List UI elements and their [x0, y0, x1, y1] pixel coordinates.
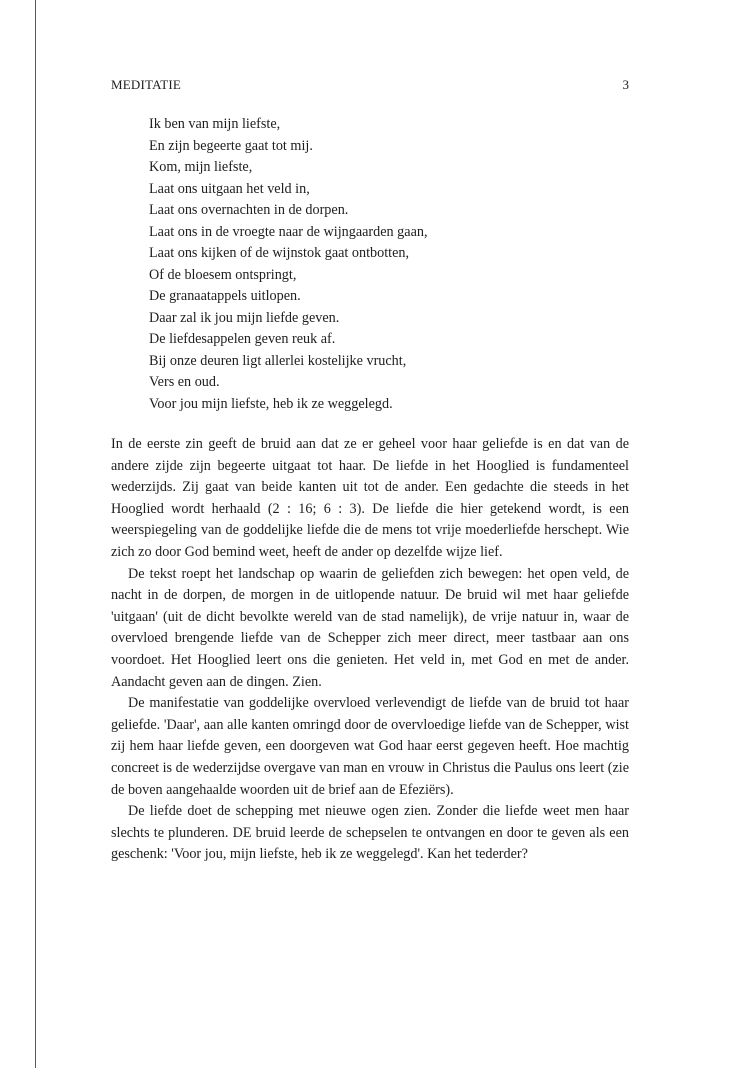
poem-line: De liefdesappelen geven reuk af. — [149, 331, 336, 347]
body-paragraph: De manifestatie van goddelijke overvloed verlevendigt de liefde van de bruid tot haar geliefde. 'Daar', aan alle kanten omringd door de overvloedige liefde van de Schepper, wist zij hem haar liefde geven, een doorgeven wat God haar eerst gegeven heeft. Hoe machtig concreet is de wederzijdse overgave van man en vrouw in Christus die Paulus ons leert (zie de boven aangehaalde woorden uit de brief aan de Efeziërs). — [111, 695, 629, 798]
poem-line: Kom, mijn liefste, — [149, 159, 253, 175]
body-paragraph: In de eerste zin geeft de bruid aan dat ze er geheel voor haar geliefde is en dat van de andere zijde zijn begeerte uitgaat tot haar. De liefde in het Hooglied is fundamenteel wederzijds. Zij gaat van beide kanten uit tot de ander. Een gedachte die steeds in het Hooglied wordt herhaald (2 : 16; 6 : 3). De liefde die hier getekend wordt, is een weerspiegeling van de goddelijke liefde die de mens tot vrije moederliefde herschept. Wie zich zo door God bemind weet, heeft de ander op dezelfde wijze lief. — [111, 436, 629, 560]
section-title: MEDITATIE — [111, 77, 182, 92]
poem-line: Vers en oud. — [149, 374, 220, 390]
poem-line: Laat ons overnachten in de dorpen. — [149, 202, 349, 218]
poem-line: Of de bloesem ontspringt, — [149, 266, 297, 283]
poem-line: Laat ons uitgaan het veld in, — [149, 180, 310, 197]
page-spine-line — [35, 0, 36, 1068]
body-paragraph: De tekst roept het landschap op waarin de geliefden zich bewegen: het open veld, de nacht in de dorpen, de morgen in de uitlopende natuur. De bruid wil met haar geliefde 'uitgaan' (uit de dicht bevolkte wereld van de stad namelijk), de vrije natuur in, waar de overvloed brengende liefde van de Schepper zich meer direct, meer tastbaar aan ons voordoet. Het Hooglied leert ons die genieten. Het veld in, met God en met de ander. Aandacht geven aan de dingen. Zien. — [111, 565, 629, 690]
poem-line: De granaatappels uitlopen. — [149, 288, 301, 304]
poem-line: Bij onze deuren ligt allerlei kostelijke vrucht, — [149, 352, 407, 369]
poem-line: En zijn begeerte gaat tot mij. — [149, 137, 313, 154]
poem-line: Voor jou mijn liefste, heb ik ze weggelegd. — [149, 395, 393, 412]
page-number: 3 — [622, 77, 629, 92]
poem-line: Ik ben van mijn liefste, — [149, 116, 281, 132]
meditation-body — [111, 434, 629, 866]
poem-line: Laat ons in de vroegte naar de wijngaarden gaan, — [149, 223, 428, 240]
poem-line: Laat ons kijken of de wijnstok gaat ontbotten, — [149, 245, 410, 261]
poem-quote — [149, 114, 589, 415]
body-paragraph: De liefde doet de schepping met nieuwe ogen zien. Zonder die liefde weet men haar slechts te plunderen. DE bruid leerde de schepselen te ontvangen en door te geven als een geschenk: 'Voor jou, mijn liefste, heb ik ze weggelegd'. Kan het tederder? — [111, 803, 629, 863]
poem-line: Daar zal ik jou mijn liefde geven. — [149, 309, 340, 326]
running-header — [111, 77, 629, 95]
